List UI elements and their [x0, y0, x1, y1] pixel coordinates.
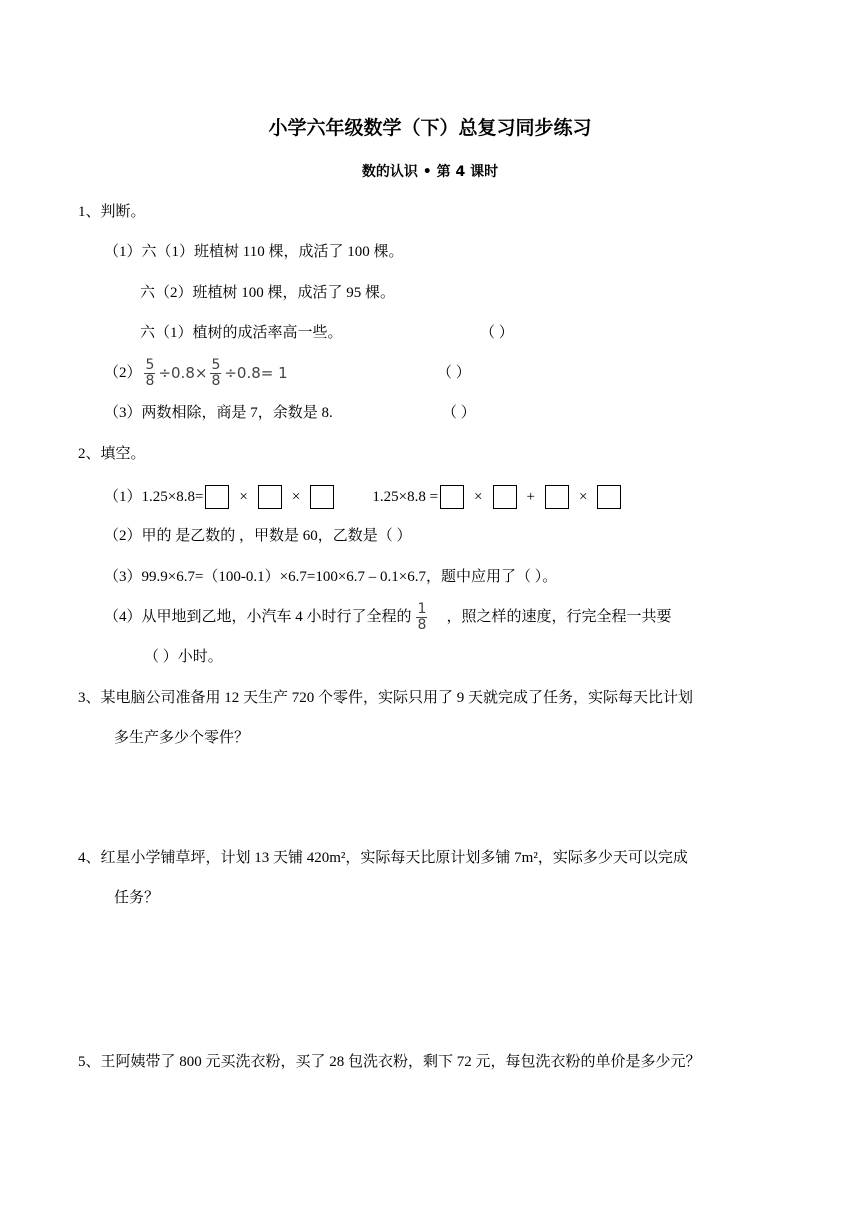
- answer-box[interactable]: [258, 485, 282, 509]
- q2-p1-right-expr: 1.25×8.8 =: [372, 489, 439, 505]
- q3-line1: 3、某电脑公司准备用 12 天生产 720 个零件，实际只用了 9 天就完成了任务，实际每天比计划: [78, 690, 694, 706]
- q3-line2: 多生产多少个零件？: [114, 730, 250, 746]
- q1-p2-frac1-denominator: 8: [145, 372, 155, 389]
- q2-p2-text: （2）甲的 是乙数的 ，甲数是 60，乙数是（ ）: [104, 528, 412, 544]
- q4-line2: 任务？: [114, 890, 160, 906]
- answer-box[interactable]: [205, 485, 229, 509]
- q1-p2-expression: [104, 353, 288, 393]
- q2-p4-suffix: ，照之样的速度，行完全程一共要: [446, 609, 672, 625]
- q1-p2-frac2-numerator: 5: [211, 356, 221, 373]
- times-sign: ×: [474, 489, 483, 505]
- times-sign: ×: [239, 489, 248, 505]
- times-sign: ×: [291, 489, 301, 505]
- q1-p2-end: ÷0.8= 1: [224, 364, 288, 382]
- q2-p4-prefix: （4）从甲地到乙地，小汽车 4 小时行了全程的: [104, 609, 412, 625]
- q2-p1-left-expr: （1）1.25×8.8=: [104, 489, 204, 505]
- q1-p2-frac2-denominator: 8: [211, 372, 221, 389]
- plus-sign: +: [526, 489, 535, 505]
- answer-box[interactable]: [545, 485, 569, 509]
- q2-p4-line2: （ ）小时。: [144, 649, 223, 665]
- q2-p4-frac-denominator: 8: [417, 616, 427, 633]
- q2-p4-frac-numerator: 1: [417, 600, 427, 617]
- q1-heading: 1、判断。: [78, 204, 146, 220]
- page-title: 小学六年级数学（下）总复习同步练习: [268, 117, 592, 139]
- q1-p1-line3: 六（1）植树的成活率高一些。: [140, 325, 343, 341]
- q1-p2-fraction-1: [144, 358, 157, 389]
- q1-p2-fraction-2: [209, 358, 222, 389]
- q1-p1-line1: （1）六（1）班植树 110 棵，成活了 100 棵。: [104, 244, 404, 260]
- q1-p2-frac1-numerator: 5: [145, 356, 155, 373]
- q1-p3-answer-blank[interactable]: （ ）: [442, 405, 476, 421]
- page-subtitle: 数的认识 • 第 4 课时: [361, 164, 499, 180]
- q2-p4-fraction: [416, 602, 429, 633]
- answer-box[interactable]: [597, 485, 621, 509]
- q1-p2-middle: ÷0.8×: [158, 364, 208, 382]
- answer-box[interactable]: [310, 485, 334, 509]
- q2-p4-row: [104, 597, 671, 637]
- q2-heading: 2、填空。: [78, 446, 146, 462]
- q4-line1: 4、红星小学铺草坪，计划 13 天铺 420m²，实际每天比原计划多铺 7m²，实际多少天可以完成: [78, 850, 688, 866]
- q2-p3-text: （3）99.9×6.7=（100-0.1）×6.7=100×6.7 – 0.1×6.7，题中应用了（ ）。: [104, 569, 558, 585]
- q1-p3-text: （3）两数相除，商是 7，余数是 8.: [104, 405, 333, 421]
- q1-p1-line2: 六（2）班植树 100 棵，成活了 95 棵。: [140, 285, 396, 301]
- q2-p1-row: [104, 483, 623, 511]
- q1-p2-prefix: （2）: [104, 365, 142, 381]
- answer-box[interactable]: [493, 485, 517, 509]
- q5-line1: 5、王阿姨带了 800 元买洗衣粉，买了 28 包洗衣粉，剩下 72 元，每包洗衣粉的单价是多少元？: [78, 1054, 701, 1070]
- q1-p1-answer-blank[interactable]: （ ）: [480, 325, 514, 341]
- answer-box[interactable]: [440, 485, 464, 509]
- q1-p2-answer-blank[interactable]: （ ）: [437, 365, 471, 381]
- times-sign: ×: [578, 489, 588, 505]
